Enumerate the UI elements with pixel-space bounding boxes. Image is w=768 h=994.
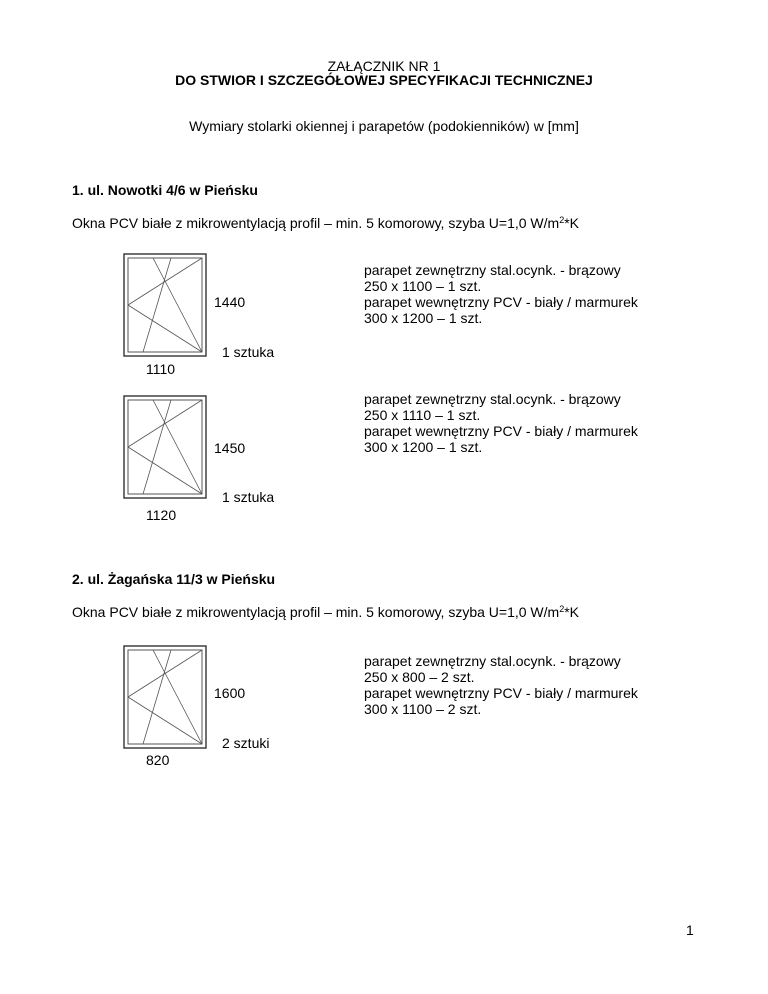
page-number: 1 [686,922,694,938]
sill-specification [364,653,638,717]
spec-line: 300 x 1100 – 2 szt. [364,701,482,717]
window-width-label: 1120 [146,507,177,523]
spec-line: parapet wewnętrzny PCV - biały / marmurek [364,685,638,701]
window-drawing [123,395,207,499]
spec-line: parapet wewnętrzny PCV - biały / marmurek [364,423,638,439]
spec-line: 250 x 800 – 2 szt. [364,669,475,685]
window-quantity-label: 1 sztuka [222,344,275,360]
section-heading-1: 1. ul. Nowotki 4/6 w Pieńsku [72,182,258,198]
spec-line: 300 x 1200 – 1 szt. [364,310,483,326]
spec-line: 250 x 1110 – 1 szt. [364,407,481,423]
window-width-label: 1110 [146,361,176,377]
window-height-label: 1450 [214,440,246,456]
document-subtitle: DO STWIOR I SZCZEGÓŁOWEJ SPECYFIKACJI TECHNICZNEJ [175,72,593,88]
document-caption: Wymiary stolarki okiennej i parapetów (podokienników) w [mm] [189,118,579,134]
window-drawing [123,253,207,357]
sill-specification [364,391,638,455]
spec-line: 250 x 1100 – 1 szt. [364,278,482,294]
spec-line: parapet wewnętrzny PCV - biały / marmurek [364,294,638,310]
window-quantity-label: 1 sztuka [222,489,275,505]
window-height-label: 1600 [214,685,246,701]
window-drawing [123,645,207,749]
sill-specification [364,262,638,326]
window-height-label: 1440 [214,294,246,310]
document-title: ZAŁĄCZNIK NR 1 [327,58,441,74]
section-heading-2: 2. ul. Żagańska 11/3 w Pieńsku [72,571,276,587]
spec-line: parapet zewnętrzny stal.ocynk. - brązowy [364,653,621,669]
spec-line: parapet zewnętrzny stal.ocynk. - brązowy [364,391,621,407]
window-width-label: 820 [146,752,170,768]
section-description-2: Okna PCV białe z mikrowentylacją profil – min. 5 komorowy, szyba U=1,0 $W/m^2*K$ [72,604,579,620]
spec-line: 300 x 1200 – 1 szt. [364,439,483,455]
spec-line: parapet zewnętrzny stal.ocynk. - brązowy [364,262,621,278]
section-description-1: Okna PCV białe z mikrowentylacją profil – min. 5 komorowy, szyba U=1,0 $W/m^2*K$ [72,215,579,231]
window-quantity-label: 2 sztuki [222,735,270,751]
